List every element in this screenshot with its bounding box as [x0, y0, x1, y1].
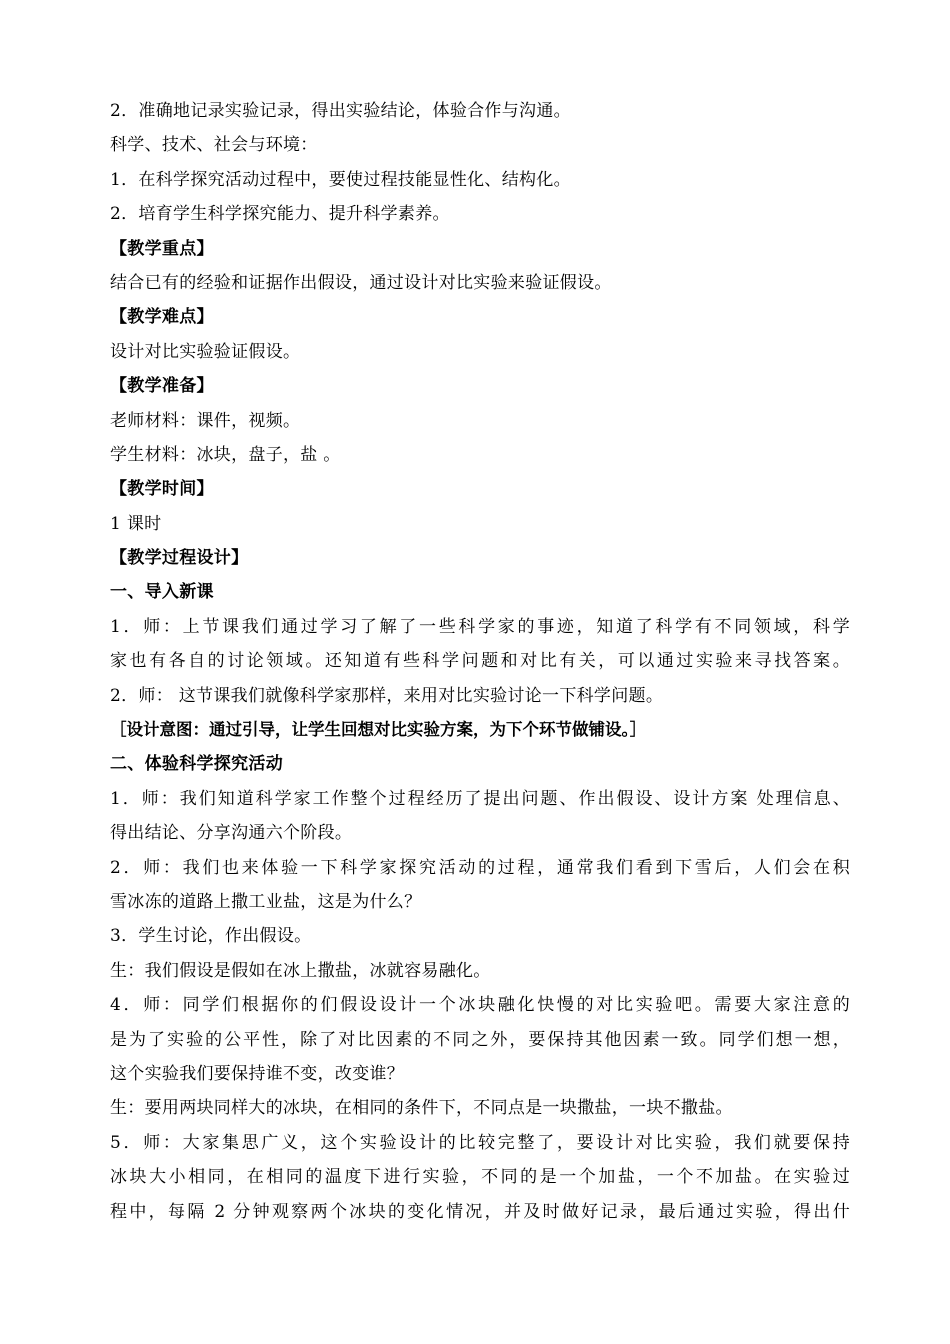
paragraph-line: 1．师：上节课我们通过学习了解了一些科学家的事迹，知道了科学有不同领域，科学 [110, 616, 850, 637]
paragraph-line: 2．准确地记录实验记录，得出实验结论，体验合作与沟通。 [110, 101, 571, 121]
paragraph-line: 是为了实验的公平性，除了对比因素的不同之外，要保持其他因素一致。同学们想一想， [110, 1029, 850, 1050]
paragraph-line: 家也有各自的讨论领域。还知道有些科学问题和对比有关，可以通过实验来寻找答案。 [110, 651, 850, 672]
paragraph-line: 3．学生讨论，作出假设。 [110, 926, 312, 947]
paragraph-line: 科学、技术、社会与环境： [110, 135, 318, 156]
section-heading: 【教学重点】 [110, 238, 214, 259]
paragraph-line: 1 课时 [110, 513, 162, 534]
paragraph-line: 结合已有的经验和证据作出假设，通过设计对比实验来验证假设。 [110, 272, 612, 293]
paragraph-line: 设计对比实验验证假设。 [110, 341, 301, 362]
design-intent-note: ［设计意图：通过引导，让学生回想对比实验方案，为下个环节做铺设。］ [110, 720, 647, 740]
paragraph-line: 1．在科学探究活动过程中，要使过程技能显性化、结构化。 [110, 169, 571, 190]
document-body [110, 94, 850, 1229]
paragraph-line: 5．师：大家集思广义，这个实验设计的比较完整了，要设计对比实验，我们就要保持 [110, 1132, 850, 1153]
paragraph-line: 1．师：我们知道科学家工作整个过程经历了提出问题、作出假设、设计方案 处理信息、 [110, 788, 850, 809]
section-heading: 【教学时间】 [110, 479, 214, 500]
section-heading: 【教学难点】 [110, 307, 214, 328]
section-heading: 一、导入新课 [110, 582, 214, 603]
paragraph-line: 2．师：我们也来体验一下科学家探究活动的过程，通常我们看到下雪后，人们会在积 [110, 857, 850, 878]
section-heading: 【教学准备】 [110, 376, 214, 397]
paragraph-line: 4．师：同学们根据你的们假设设计一个冰块融化快慢的对比实验吧。需要大家注意的 [110, 995, 850, 1016]
paragraph-line: 学生材料：冰块，盘子，盐 。 [110, 444, 341, 465]
paragraph-line: 2．师： 这节课我们就像科学家那样，来用对比实验讨论一下科学问题。 [110, 685, 664, 706]
section-heading: 二、体验科学探究活动 [110, 754, 283, 775]
paragraph-line: 程中，每隔 2 分钟观察两个冰块的变化情况，并及时做好记录，最后通过实验，得出什 [110, 1201, 850, 1222]
paragraph-line: 老师材料：课件，视频。 [110, 410, 301, 431]
paragraph-line: 这个实验我们要保持谁不变，改变谁？ [110, 1063, 405, 1084]
section-heading: 【教学过程设计】 [110, 548, 249, 569]
paragraph-line: 雪冰冻的道路上撒工业盐，这是为什么？ [110, 891, 422, 912]
paragraph-line: 得出结论、分享沟通六个阶段。 [110, 823, 353, 844]
paragraph-line: 生：我们假设是假如在冰上撒盐，冰就容易融化。 [110, 960, 491, 981]
paragraph-line: 2．培育学生科学探究能力、提升科学素养。 [110, 204, 450, 225]
paragraph-line: 生：要用两块同样大的冰块，在相同的条件下，不同点是一块撒盐，一块不撒盐。 [110, 1098, 733, 1119]
paragraph-line: 冰块大小相同，在相同的温度下进行实验，不同的是一个加盐，一个不加盐。在实验过 [110, 1167, 850, 1188]
